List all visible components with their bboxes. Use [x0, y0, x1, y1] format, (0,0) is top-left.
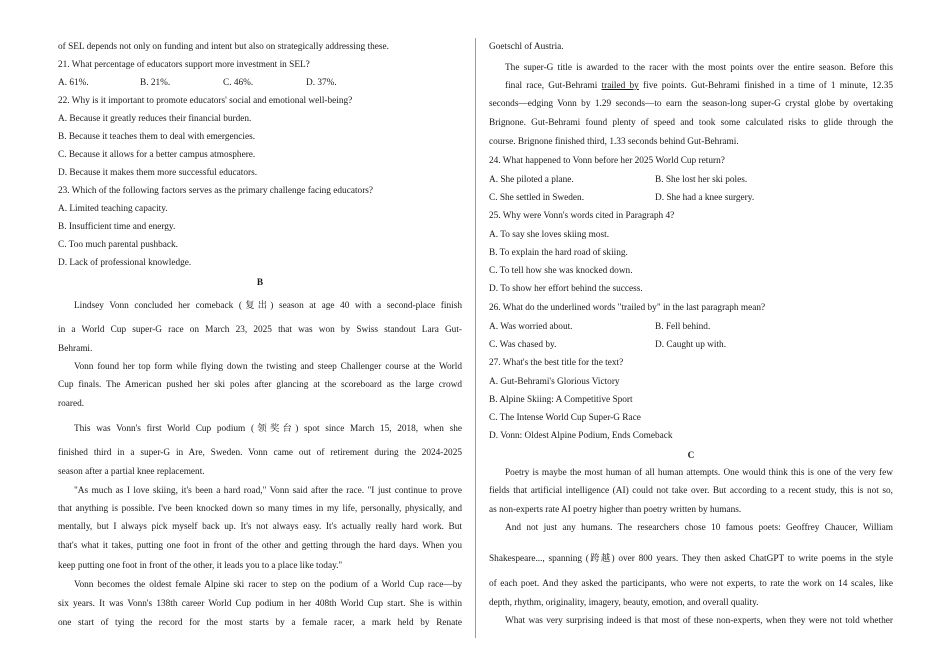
- passage-b-line: that's what it takes, putting one foot in front of the other and getting through the hard days. When you: [58, 541, 462, 551]
- passage-c-line: of each poet. And they asked the participants, who were not experts, to rate the work on 14 scales, like: [489, 579, 893, 589]
- column-divider: [475, 38, 476, 638]
- passage-b-line: "As much as I love skiing, it's been a hard road," Vonn said after the race. "I just continue to prove: [74, 486, 462, 496]
- passage-b-line-underline: [489, 80, 893, 92]
- question-22-stem: 22. Why is it important to promote educators' social and emotional well-being?: [58, 96, 353, 106]
- q24-option-d[interactable]: D. She had a knee surgery.: [655, 193, 755, 203]
- q24-option-c[interactable]: C. She settled in Sweden.: [489, 193, 585, 203]
- q27-option-a[interactable]: A. Gut-Behrami's Glorious Victory: [489, 377, 620, 387]
- question-21-stem: 21. What percentage of educators support more investment in SEL?: [58, 60, 310, 70]
- passage-b-line: that anything is possible. I've been knocked down so many times in my life, personally, physically, and: [58, 504, 462, 514]
- q21-option-b[interactable]: B. 21%.: [140, 78, 171, 88]
- question-24-stem: 24. What happened to Vonn before her 2025 World Cup return?: [489, 156, 725, 166]
- passage-b-fragment: five points. Gut-Behrami finished in a time of 1 minute, 12.35: [643, 81, 894, 91]
- passage-b-line: finished third in a super-G in Are, Sweden. Vonn came out of retirement during the 2024-2025: [58, 448, 462, 458]
- question-23-stem: 23. Which of the following factors serves as the primary challenge facing educators?: [58, 186, 374, 196]
- passage-c-line: Poetry is maybe the most human of all human attempts. One would think this is one of the very few: [505, 468, 893, 478]
- q23-option-b[interactable]: B. Insufficient time and energy.: [58, 222, 176, 232]
- passage-c-line: as non-experts rate AI poetry higher than poetry written by humans.: [489, 505, 742, 515]
- q23-option-a[interactable]: A. Limited teaching capacity.: [58, 204, 168, 214]
- underlined-trailed-by: trailed by: [601, 81, 639, 91]
- passage-c-heading: C: [687, 451, 695, 461]
- question-25-stem: 25. Why were Vonn's words cited in Paragraph 4?: [489, 211, 675, 221]
- passage-b-line: Brignone. Gut-Behrami found plenty of speed and took some calculated risks to glide through the: [489, 118, 893, 128]
- passage-b-line: Lindsey Vonn concluded her comeback (复出) season at age 40 with a second-place finish: [74, 301, 462, 311]
- q21-option-d[interactable]: D. 37%.: [306, 78, 337, 88]
- passage-b-line: one start of tying the record for the most starts by a female racer, a mark held by Renate: [58, 618, 462, 628]
- passage-b-line: in a World Cup super-G race on March 23, 2025 that was won by Swiss standout Lara Gut-: [58, 325, 462, 335]
- passage-b-line: Vonn becomes the oldest female Alpine ski racer to step on the podium of a World Cup race—by: [74, 580, 462, 590]
- q26-option-c[interactable]: C. Was chased by.: [489, 340, 557, 350]
- q21-option-c[interactable]: C. 46%.: [223, 78, 254, 88]
- passage-c-line: Shakespeare..., spanning (跨越) over 800 years. They then asked ChatGPT to write poems in the style: [489, 554, 893, 564]
- passage-b-line: The super-G title is awarded to the racer with the most points over the entire season. Before this: [505, 63, 893, 73]
- passage-a-tail: of SEL depends not only on funding and intent but also on strategically addressing these.: [58, 42, 389, 52]
- q27-option-d[interactable]: D. Vonn: Oldest Alpine Podium, Ends Comeback: [489, 431, 673, 441]
- q25-option-a[interactable]: A. To say she loves skiing most.: [489, 230, 610, 240]
- q25-option-d[interactable]: D. To show her effort behind the success.: [489, 284, 643, 294]
- passage-b-line: Cup finals. The American pushed her ski poles after glancing at the scoreboard as the large crowd: [58, 380, 462, 390]
- passage-b-line: seconds—edging Vonn by 1.29 seconds—to earn the season-long super-G crystal globe by overtaking: [489, 99, 893, 109]
- question-26-stem: 26. What do the underlined words "trailed by" in the last paragraph mean?: [489, 303, 766, 313]
- passage-b-line: roared.: [58, 399, 85, 409]
- passage-b-line: Vonn found her top form while flying down the twisting and steep Challenger course at the World: [74, 362, 462, 372]
- passage-b-heading: B: [256, 278, 264, 288]
- q26-option-a[interactable]: A. Was worried about.: [489, 322, 573, 332]
- passage-b-line: course. Brignone finished third, 1.33 seconds behind Gut-Behrami.: [489, 137, 739, 147]
- passage-b-line: This was Vonn's first World Cup podium (领奖台) spot since March 15, 2018, when she: [74, 424, 462, 434]
- passage-c-line: What was very surprising indeed is that most of these non-experts, when they were not told whether: [505, 616, 893, 626]
- passage-b-line: keep putting one foot in front of the other, it leads you to a place like today.": [58, 561, 343, 571]
- q25-option-b[interactable]: B. To explain the hard road of skiing.: [489, 248, 628, 258]
- passage-b-line: season after a partial knee replacement.: [58, 467, 205, 477]
- q22-option-c[interactable]: C. Because it allows for a better campus atmosphere.: [58, 150, 256, 160]
- q27-option-b[interactable]: B. Alpine Skiing: A Competitive Sport: [489, 395, 633, 405]
- q25-option-c[interactable]: C. To tell how she was knocked down.: [489, 266, 633, 276]
- q26-option-b[interactable]: B. Fell behind.: [655, 322, 711, 332]
- passage-c-line: depth, rhythm, originality, imagery, beauty, emotion, and overall quality.: [489, 598, 759, 608]
- q23-option-d[interactable]: D. Lack of professional knowledge.: [58, 258, 192, 268]
- q23-option-c[interactable]: C. Too much parental pushback.: [58, 240, 179, 250]
- passage-b-line: six years. It was Vonn's 138th career World Cup podium in her 408th World Cup start. She is within: [58, 599, 462, 609]
- q21-option-a[interactable]: A. 61%.: [58, 78, 89, 88]
- passage-c-line: And not just any humans. The researchers chose 10 famous poets: Geoffrey Chaucer, William: [505, 523, 893, 533]
- q22-option-a[interactable]: A. Because it greatly reduces their financial burden.: [58, 114, 252, 124]
- q22-option-b[interactable]: B. Because it teaches them to deal with emergencies.: [58, 132, 256, 142]
- passage-c-line: fields that artificial intelligence (AI) could not take over. But according to a recent study, this is not so,: [489, 486, 893, 496]
- q26-option-d[interactable]: D. Caught up with.: [655, 340, 727, 350]
- q22-option-d[interactable]: D. Because it makes them more successful educators.: [58, 168, 258, 178]
- q24-option-b[interactable]: B. She lost her ski poles.: [655, 175, 748, 185]
- passage-b-line: Behrami.: [58, 344, 93, 354]
- question-27-stem: 27. What's the best title for the text?: [489, 358, 624, 368]
- passage-b-fragment: final race, Gut-Behrami: [505, 81, 598, 91]
- q27-option-c[interactable]: C. The Intense World Cup Super-G Race: [489, 413, 641, 423]
- q24-option-a[interactable]: A. She piloted a plane.: [489, 175, 574, 185]
- passage-b-line: Goetschl of Austria.: [489, 42, 564, 52]
- passage-b-line: mentally, but I always pick myself back up. It's not always easy. It's actually really hard work. But: [58, 522, 462, 532]
